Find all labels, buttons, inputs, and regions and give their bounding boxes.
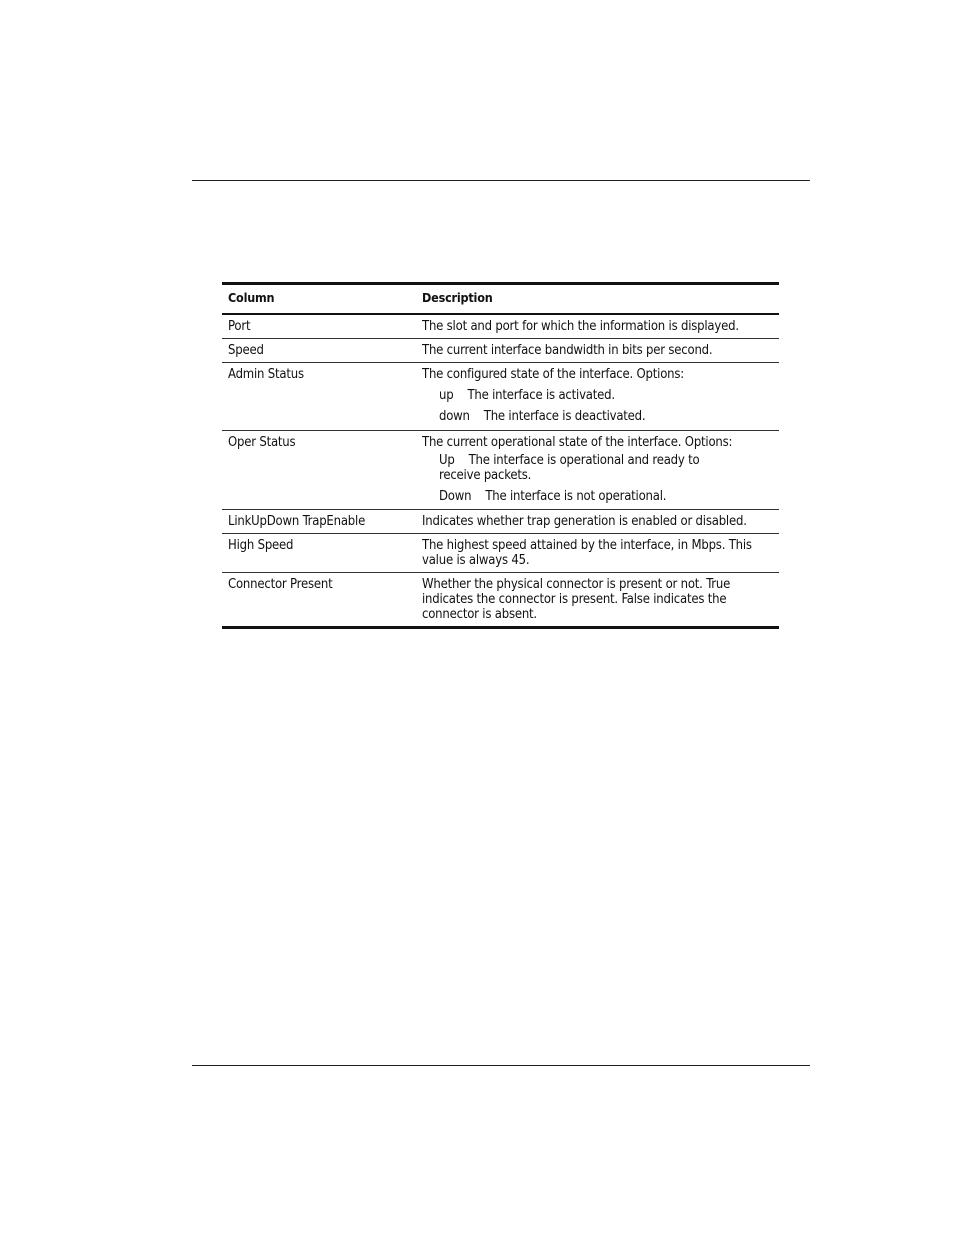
row-description: Indicates whether trap generation is enabled or disabled. — [422, 514, 747, 529]
option-item — [422, 453, 773, 483]
row-description-cell — [416, 363, 779, 431]
table-row — [222, 534, 779, 573]
table-row — [222, 510, 779, 534]
column-header-column: Column — [228, 290, 275, 305]
footer-rule — [192, 1065, 810, 1066]
option-text: The interface is operational and ready to receive packets. — [439, 453, 700, 483]
option-item — [422, 409, 773, 424]
interface-columns-table — [222, 282, 779, 629]
table-row — [222, 339, 779, 363]
row-description: The current interface bandwidth in bits per second. — [422, 343, 713, 358]
column-header-description: Description — [422, 290, 493, 305]
row-description: The slot and port for which the information is displayed. — [422, 319, 739, 334]
option-item — [422, 388, 773, 403]
row-description: The configured state of the interface. Options: — [422, 367, 685, 382]
table-header-row — [222, 284, 779, 315]
row-description-cell — [416, 431, 779, 510]
table-row — [222, 431, 779, 510]
option-text: The interface is not operational. — [485, 489, 667, 504]
option-text: The interface is deactivated. — [483, 409, 646, 424]
row-column-name: Speed — [228, 343, 264, 358]
table-row — [222, 314, 779, 339]
row-column-name: LinkUpDown TrapEnable — [228, 514, 366, 529]
option-item — [422, 489, 773, 504]
option-key: Up — [439, 453, 455, 468]
table-row — [222, 573, 779, 628]
option-text: The interface is activated. — [467, 388, 615, 403]
option-key: up — [439, 388, 454, 403]
row-description: Whether the physical connector is present or not. True indicates the connector is present. False indicates the connector is absent. — [422, 577, 731, 622]
table-row — [222, 363, 779, 431]
row-description: The highest speed attained by the interface, in Mbps. This value is always 45. — [422, 538, 752, 568]
row-column-name: Port — [228, 319, 251, 334]
row-column-name: Connector Present — [228, 577, 333, 592]
option-key: down — [439, 409, 470, 424]
option-key: Down — [439, 489, 472, 504]
header-rule — [192, 180, 810, 181]
row-column-name: Oper Status — [228, 435, 296, 450]
row-column-name: Admin Status — [228, 367, 304, 382]
row-description: The current operational state of the interface. Options: — [422, 435, 733, 450]
row-column-name: High Speed — [228, 538, 294, 553]
